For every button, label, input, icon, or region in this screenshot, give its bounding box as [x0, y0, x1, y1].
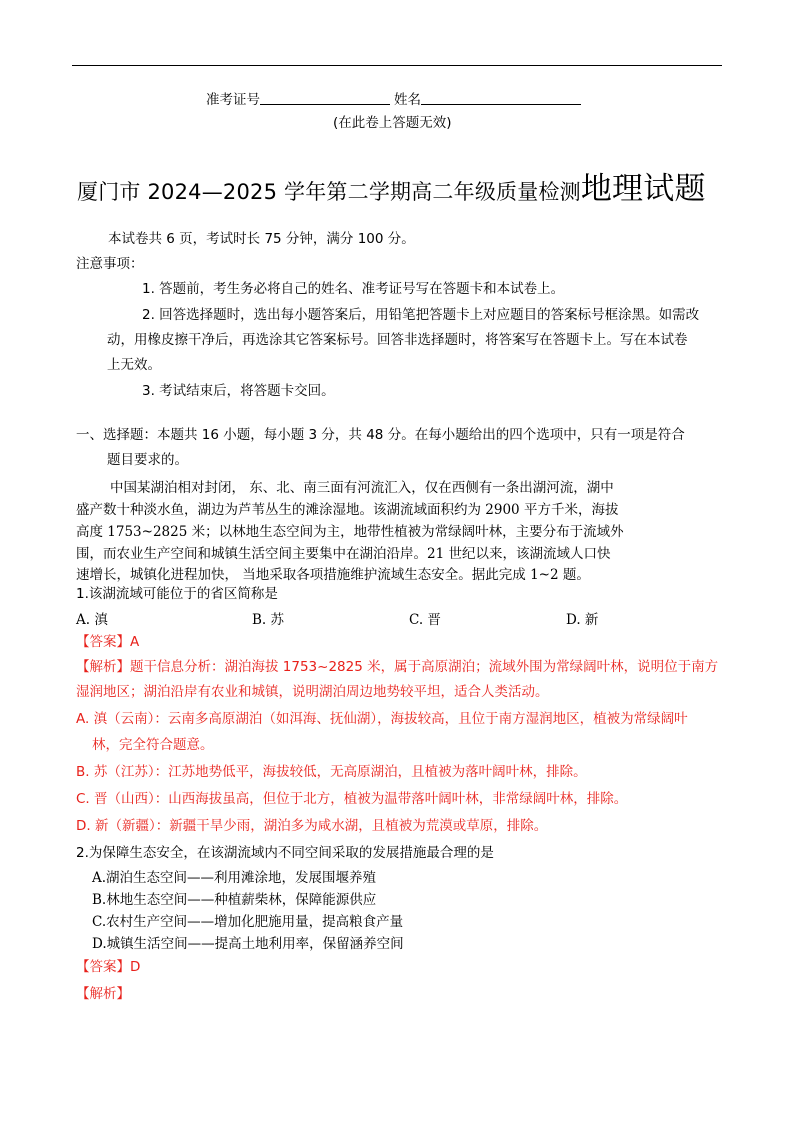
- q1-analysis-text-1: 题干信息分析：湖泊海拔 1753~2825 米，属于高原湖泊；流域外围为常绿阔叶林，说明位于南方: [130, 659, 719, 675]
- q2-option-b[interactable]: B.林地生态空间——种植薪柴林，保障能源供应: [92, 892, 377, 908]
- note-item-3: 3. 考试结束后，将答题卡交回。: [142, 383, 335, 399]
- section-heading-line-2: 题目要求的。: [107, 452, 188, 468]
- top-rule: [72, 65, 722, 66]
- q1-analysis-line-1: [76, 656, 718, 679]
- q1-answer-label: 【答案】: [76, 634, 130, 650]
- q1-option-b[interactable]: B. 苏: [252, 612, 285, 628]
- q2-option-d[interactable]: D.城镇生活空间——提高土地利用率，保留涵养空间: [92, 936, 404, 952]
- q2-option-c[interactable]: C.农村生产空间——增加化肥施用量，提高粮食产量: [92, 914, 404, 930]
- exam-id-label: 准考证号: [206, 92, 260, 108]
- name-label: 姓名: [394, 92, 421, 108]
- note-item-2-line-1: 2. 回答选择题时，选出每小题答案后，用铅笔把答题卡上对应题目的答案标号框涂黑。如需改: [142, 307, 700, 323]
- invalid-note: (在此卷上答题无效): [333, 115, 452, 131]
- passage-line-4: 围，而农业生产空间和城镇生活空间主要集中在湖泊沿岸。21 世纪以来，该湖流域人口快: [76, 546, 611, 562]
- q1-analysis-a-line-1: A. 滇（云南）：云南多高原湖泊（如洱海、抚仙湖），海拔较高，且位于南方湿润地区，植被为常绿阔叶: [76, 711, 688, 727]
- note-item-2-line-3: 上无效。: [107, 357, 161, 373]
- q1-answer-value: A: [130, 634, 140, 650]
- q1-option-a[interactable]: A. 滇: [76, 612, 108, 628]
- q1-analysis-d: D. 新（新疆）：新疆干旱少雨，湖泊多为咸水湖，且植被为荒漠或草原，排除。: [76, 818, 548, 834]
- q1-option-d[interactable]: D. 新: [566, 612, 599, 628]
- q2-answer: [76, 956, 140, 979]
- note-item-1: 1. 答题前，考生务必将自己的姓名、准考证号写在答题卡和本试卷上。: [142, 281, 565, 297]
- question-1-stem: 1.该湖流域可能位于的省区简称是: [76, 586, 278, 602]
- passage-line-1: 中国某湖泊相对封闭， 东、北、南三面有河流汇入，仅在西侧有一条出湖河流，湖中: [110, 480, 614, 496]
- q1-analysis-line-2: 湿润地区；湖泊沿岸有农业和城镇，说明湖泊周边地势较平坦，适合人类活动。: [76, 684, 549, 700]
- page-title: [77, 163, 706, 208]
- q1-analysis-label: 【解析】: [76, 659, 130, 675]
- name-blank[interactable]: [421, 91, 581, 105]
- exam-id-blank[interactable]: [260, 91, 390, 105]
- q1-analysis-c: C. 晋（山西）：山西海拔虽高，但位于北方，植被为温带落叶阔叶林，非常绿阔叶林，排除。: [76, 791, 628, 807]
- passage-line-5: 速增长，城镇化进程加快， 当地采取各项措施维护流域生态安全。据此完成 1~2 题。: [76, 567, 590, 583]
- q1-analysis-b: B. 苏（江苏）：江苏地势低平，海拔较低，无高原湖泊，且植被为落叶阔叶林，排除。: [76, 764, 587, 780]
- title-main: 厦门市 2024—2025 学年第二学期高二年级质量检测: [77, 180, 581, 204]
- q2-answer-value: D: [130, 959, 141, 975]
- q1-answer: [76, 631, 139, 654]
- passage-line-2: 盛产数十种淡水鱼，湖边为芦苇丛生的滩涂湿地。该湖流域面积约为 2900 平方千米，海拔: [76, 502, 619, 518]
- note-item-2-line-2: 动，用橡皮擦干净后，再选涂其它答案标号。回答非选择题时，将答案写在答题卡上。写在本试卷: [107, 332, 688, 348]
- q1-analysis-a-line-2: 林，完全符合题意。: [92, 737, 214, 753]
- exam-header-line: [206, 88, 581, 108]
- exam-info: 本试卷共 6 页，考试时长 75 分钟，满分 100 分。: [108, 231, 415, 247]
- q1-option-c[interactable]: C. 晋: [409, 612, 441, 628]
- passage-line-3: 高度 1753~2825 米；以林地生态空间为主，地带性植被为常绿阔叶林，主要分布于流域外: [76, 524, 624, 540]
- question-2-stem: 2.为保障生态安全，在该湖流域内不同空间采取的发展措施最合理的是: [76, 845, 494, 861]
- q2-answer-label: 【答案】: [76, 959, 130, 975]
- title-subject: 地理试题: [580, 171, 706, 207]
- q2-analysis-label: 【解析】: [76, 986, 130, 1002]
- q2-option-a[interactable]: A.湖泊生态空间——利用滩涂地，发展围堰养殖: [92, 870, 377, 886]
- section-heading-line-1: 一、选择题：本题共 16 小题，每小题 3 分，共 48 分。在每小题给出的四个选项中，只有一项是符合: [76, 427, 685, 443]
- notes-heading: 注意事项：: [76, 256, 144, 272]
